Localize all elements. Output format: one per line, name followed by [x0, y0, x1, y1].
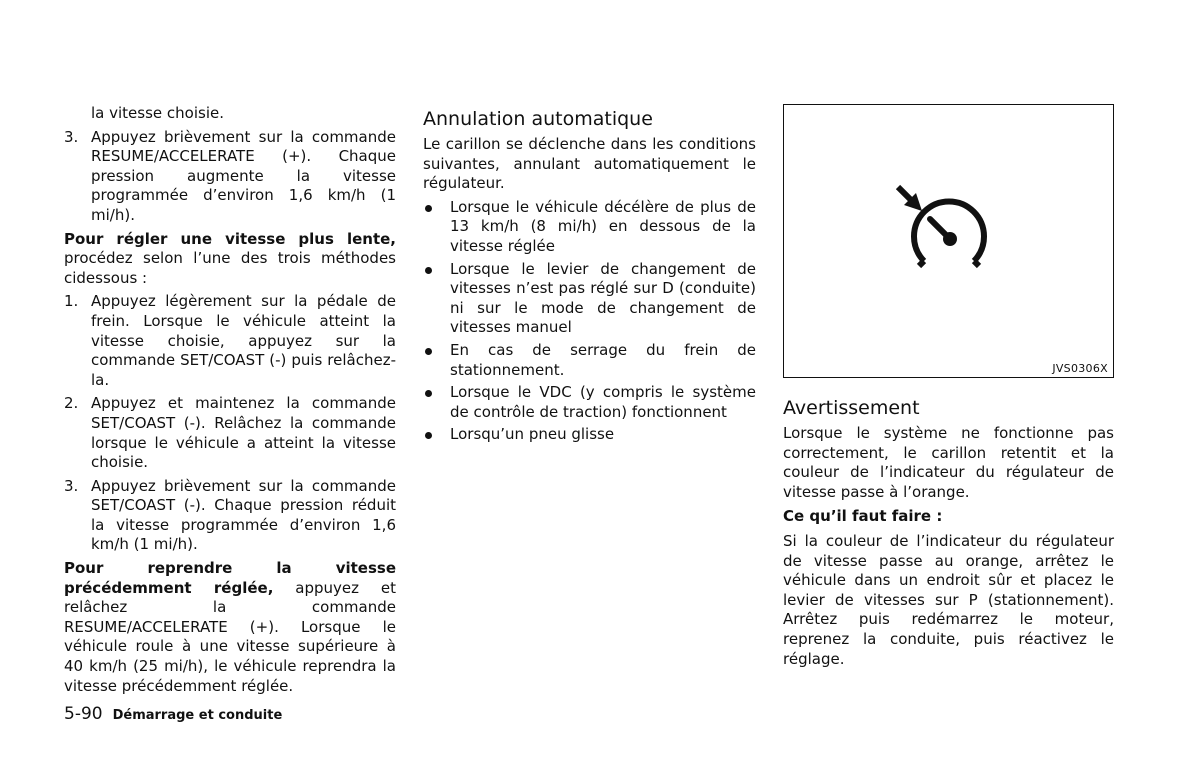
resume-text: appuyez et relâchez la commande RESUME/ACCELERATE (+). Lorsque le véhicule roule à une vitesse supérieure à 40 km/h (25 mi/h), le véhicule reprendra la vitesse précédemment réglée. — [64, 578, 396, 695]
todo-label-text: Ce qu’il faut faire : — [783, 507, 943, 526]
step-number: 3. — [64, 476, 79, 495]
step-number: 3. — [64, 127, 79, 146]
step-text: Appuyez légèrement sur la pédale de frein. Lorsque le véhicule atteint la vitesse choisie, appuyez sur la commande SET/COAST (-) puis relâchez-la. — [91, 292, 396, 389]
list-item — [64, 394, 396, 472]
section-heading-warning: Avertissement — [783, 397, 920, 419]
condition-text: En cas de serrage du frein de stationnement. — [450, 340, 756, 379]
resume-paragraph — [64, 559, 396, 696]
condition-text: Lorsqu’un pneu glisse — [450, 425, 615, 444]
bullet-icon — [425, 390, 432, 397]
list-item — [64, 128, 396, 226]
column-right — [783, 104, 1114, 669]
figure-code: JVS0306X — [1052, 362, 1108, 375]
list-item — [423, 425, 756, 445]
list-item — [423, 198, 756, 257]
step-number: 2. — [64, 394, 79, 413]
steps-slower — [64, 292, 396, 555]
continued-text: la vitesse choisie. — [91, 104, 224, 122]
todo-label — [783, 507, 1114, 527]
column-middle — [423, 107, 756, 448]
warning-paragraph: Lorsque le système ne fonctionne pas correctement, le carillon retentit et la couleur de l’indicateur du régulateur de vitesse passe à l’orange. — [783, 424, 1114, 501]
list-item — [423, 341, 756, 380]
steps-faster — [64, 128, 396, 226]
bullet-icon — [425, 267, 432, 274]
step-text: Appuyez brièvement sur la commande RESUME/ACCELERATE (+). Chaque pression augmente la vitesse programmée d’environ 1,6 km/h (1 mi/h). — [91, 127, 396, 224]
intro-paragraph: Le carillon se déclenche dans les conditions suivantes, annulant automatiquement le régulateur. — [423, 135, 756, 193]
page-number: 5-90 — [64, 704, 103, 724]
bullet-icon — [425, 432, 432, 439]
todo-paragraph: Si la couleur de l’indicateur du régulateur de vitesse passe au orange, arrêtez le véhicule dans un endroit sûr et placez le levier de vitesses sur P (stationnement). Arrêtez puis redémarrez le moteur, reprenez la conduite, puis réactivez le réglage. — [783, 531, 1114, 668]
resume-lead: Pour reprendre la vitesse précédemment réglée, — [64, 559, 396, 597]
slower-lead: Pour régler une vitesse plus lente, — [64, 229, 396, 248]
condition-text: Lorsque le VDC (y compris le système de contrôle de traction) fonctionnent — [450, 383, 756, 421]
condition-text: Lorsque le levier de changement de vitesses n’est pas réglé sur D (conduite) ni sur le mode de changement de vitesses manuel — [450, 259, 756, 337]
slower-paragraph — [64, 230, 396, 289]
cruise-indicator-figure — [783, 104, 1114, 378]
step-text: Appuyez et maintenez la commande SET/COAST (-). Relâchez la commande lorsque le véhicule a atteint la vitesse choisie. — [91, 394, 396, 472]
list-item — [423, 383, 756, 422]
step-number: 1. — [64, 292, 79, 311]
conditions-list — [423, 198, 756, 445]
slower-text: procédez selon l’une des trois méthodes cidessous : — [64, 249, 396, 287]
list-item — [64, 292, 396, 390]
footer-section-title: Démarrage et conduite — [112, 708, 283, 723]
list-item — [423, 260, 756, 338]
cruise-control-indicator-icon — [896, 175, 996, 275]
bullet-icon — [425, 205, 432, 212]
list-item — [64, 477, 396, 555]
page-footer — [64, 703, 282, 727]
step-text: Appuyez brièvement sur la commande SET/COAST (-). Chaque pression réduit la vitesse programmée d’environ 1,6 km/h (1 mi/h). — [91, 476, 396, 554]
condition-text: Lorsque le véhicule décélère de plus de 13 km/h (8 mi/h) en dessous de la vitesse réglée — [450, 197, 756, 255]
column-left — [64, 104, 396, 700]
bullet-icon — [425, 348, 432, 355]
section-heading-auto-cancel: Annulation automatique — [423, 108, 653, 130]
